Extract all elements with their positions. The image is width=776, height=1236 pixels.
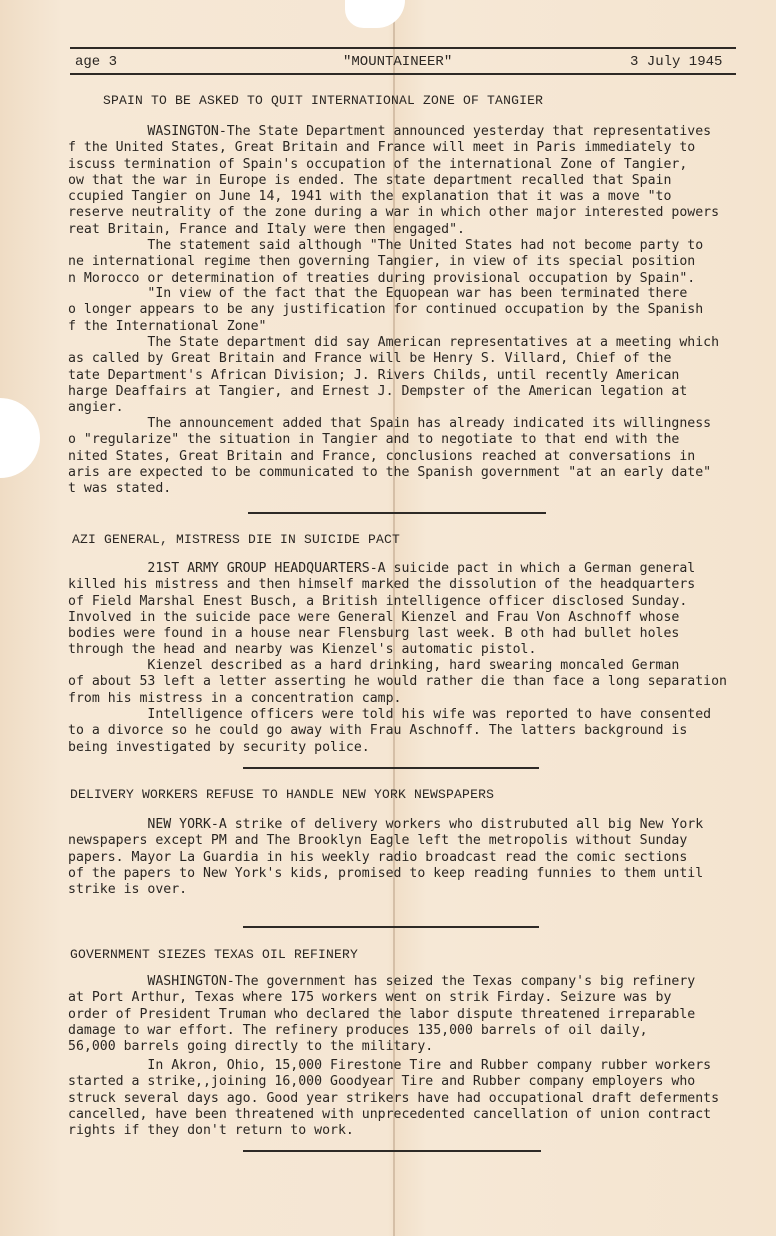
- article-paragraph: In Akron, Ohio, 15,000 Firestone Tire and Rubber company rubber workers started a strike,,joining 16,000 Goodyear Tire and Rubber company employers who struck several days ago. Good year strikers have had occupational draft deferments cancelled, have been threatened with unprecedented cancellation of union contract rights if they don't return to work.: [68, 1058, 720, 1139]
- article-paragraph: WASINGTON-The State Department announced yesterday that representatives f the United States, Great Britain and France will meet in Paris immediately to iscuss termination of Spain's occupation of the international Zone of Tangier, ow that the war in Europe is ended. The state department recalled that Spain ccupied Tangier on June 14, 1941 with the explanation that it was a move "to reserve neutrality of the zone during a war in which other major interested powers reat Britain, France and Italy were then engaged".: [68, 124, 720, 237]
- article-divider: [248, 512, 546, 514]
- article-paragraph: Intelligence officers were told his wife was reported to have consented to a divorce so he could go away with Frau Aschnoff. The latters background is being investigated by security police.: [68, 707, 712, 755]
- masthead-bottom-rule: [70, 73, 736, 75]
- masthead-title: "MOUNTAINEER": [343, 54, 453, 70]
- article-headline: DELIVERY WORKERS REFUSE TO HANDLE NEW YORK NEWSPAPERS: [70, 787, 495, 802]
- article-paragraph: NEW YORK-A strike of delivery workers who distrubuted all big New York newspapers except PM and The Brooklyn Eagle left the metropolis without Sunday papers. Mayor La Guardia in his weekly radio broadcast read the comic sections of the papers to New York's kids, promised to keep reading funnies to them until strike is over.: [68, 817, 704, 898]
- article-paragraph: Kienzel described as a hard drinking, hard swearing moncaled German of about 53 left a letter asserting he would rather die than face a long separation from his mistress in a concentration camp.: [68, 658, 727, 706]
- article-headline: AZI GENERAL, MISTRESS DIE IN SUICIDE PACT: [72, 532, 401, 547]
- article-paragraph: The statement said although "The United States had not become party to ne international regime then governing Tangier, in view of its special position n Morocco or determination of treaties during provisional occupation by Spain".: [68, 238, 704, 286]
- article-paragraph: "In view of the fact that the Equopean war has been terminated there o longer appears to be any justification for continued occupation by the Spanish f the International Zone": [68, 286, 704, 334]
- article-paragraph: WASHINGTON-The government has seized the Texas company's big refinery at Port Arthur, Texas where 175 workers went on strik Firday. Seizure was by order of President Truman who declared the labor dispute threatened irreparable damage to war effort. The refinery produces 135,000 barrels of oil daily, 56,000 barrels going directly to the military.: [68, 974, 696, 1055]
- article-divider: [243, 1150, 541, 1152]
- page-number: age 3: [75, 54, 118, 70]
- article-divider: [243, 926, 539, 928]
- article-headline: SPAIN TO BE ASKED TO QUIT INTERNATIONAL ZONE OF TANGIER: [103, 93, 544, 108]
- masthead-top-rule: [70, 47, 736, 49]
- article-paragraph: The announcement added that Spain has already indicated its willingness o "regularize" the situation in Tangier and to negotiate to that end with the nited States, Great Britain and France, conclusions reached at conversations in aris are expected to be communicated to the Spanish government "at an early date" t was stated.: [68, 416, 712, 497]
- article-divider: [243, 767, 539, 769]
- article-paragraph: The State department did say American representatives at a meeting which as called by Great Britain and France will be Henry S. Villard, Chief of the tate Department's African Division; J. Rivers Childs, until recently American harge Deaffairs at Tangier, and Ernest J. Dempster of the American legation at angier.: [68, 335, 720, 416]
- issue-date: 3 July 1945: [630, 54, 723, 70]
- article-paragraph: 21ST ARMY GROUP HEADQUARTERS-A suicide pact in which a German general killed his mistress and then himself marked the dissolution of the headquarters of Field Marshal Enest Busch, a British intelligence officer disclosed Sunday. Involved in the suicide pace were General Kienzel and Frau Von Aschnoff whose bodies were found in a house near Flensburg last week. B oth had bullet holes through the head and nearby was Kienzel's automatic pistol.: [68, 561, 696, 658]
- article-headline: GOVERNMENT SIEZES TEXAS OIL REFINERY: [70, 947, 359, 962]
